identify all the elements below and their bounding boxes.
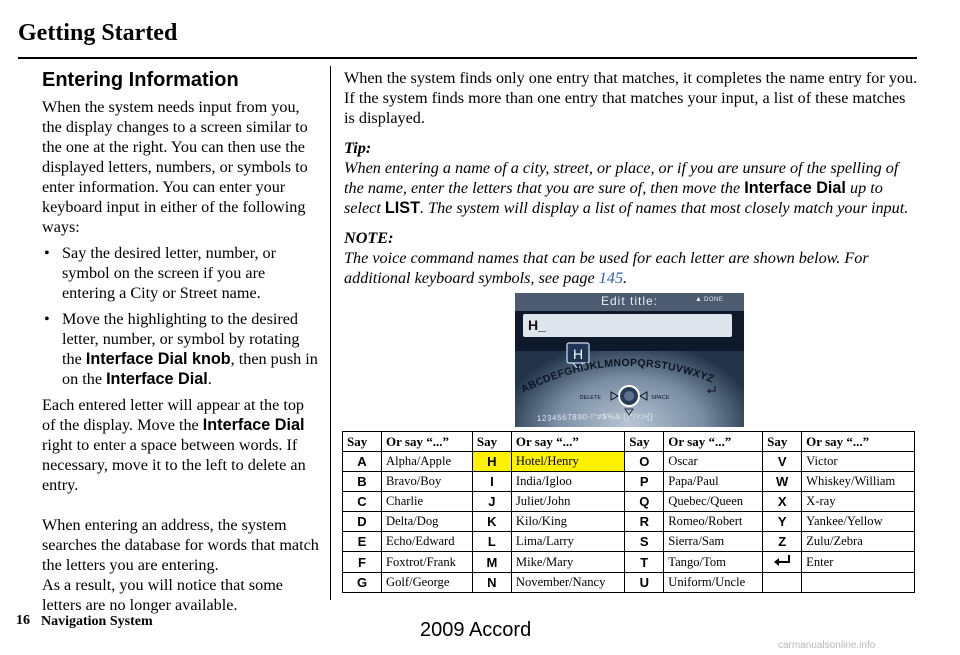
note-text-end: .: [623, 269, 628, 287]
enter-symbol-cell: [763, 552, 802, 573]
table-letter: D: [343, 512, 382, 532]
number-symbol-row: [537, 412, 654, 423]
table-letter: W: [763, 472, 802, 492]
enter-key-icon: [708, 386, 715, 393]
table-word: Lima/Larry: [511, 532, 624, 552]
table-letter-highlighted: H: [472, 452, 511, 472]
entry-text: H_: [528, 317, 546, 333]
screen-title: Edit title:: [601, 294, 659, 308]
note-text-pre: The voice command names that can be used for each letter are shown below. For additional keyboard symbols, see page: [344, 249, 869, 287]
table-letter: R: [625, 512, 664, 532]
table-word: Uniform/Uncle: [664, 573, 763, 593]
table-row: [343, 532, 915, 552]
table-word: Papa/Paul: [664, 472, 763, 492]
list-term: LIST: [384, 199, 420, 217]
table-word: Tango/Tom: [664, 552, 763, 573]
table-row: [343, 452, 915, 472]
bullet-icon: •: [44, 244, 50, 262]
interface-dial-knob-term: Interface Dial knob: [85, 350, 231, 368]
interface-dial-term: Interface Dial: [202, 416, 305, 434]
table-word: X-ray: [802, 492, 915, 512]
space-label: SPACE: [651, 395, 670, 401]
intro-paragraph: When the system needs input from you, the display changes to a screen similar to the one at the right. You can then use the displayed letters, numbers, or symbols to enter information. You can enter your keyboard input in either of the following ways:: [42, 98, 308, 236]
table-word: Charlie: [382, 492, 473, 512]
table-header: Say: [343, 432, 382, 452]
table-header: Or say “...”: [511, 432, 624, 452]
column-divider: [330, 66, 331, 600]
page-number: 16: [16, 613, 30, 628]
table-letter: Z: [763, 532, 802, 552]
table-letter: I: [472, 472, 511, 492]
table-letter: X: [763, 492, 802, 512]
table-letter: B: [343, 472, 382, 492]
selected-key-letter: H: [572, 346, 584, 362]
table-word: Enter: [802, 552, 915, 573]
table-letter: G: [343, 573, 382, 593]
table-word: Quebec/Queen: [664, 492, 763, 512]
delete-label: DELETE: [579, 395, 601, 401]
table-letter: E: [343, 532, 382, 552]
table-word: Victor: [802, 452, 915, 472]
table-word: November/Nancy: [511, 573, 624, 593]
table-word: Delta/Dog: [382, 512, 473, 532]
table-word: India/Igloo: [511, 472, 624, 492]
bullet-text-mid: , then push in on the: [62, 350, 318, 388]
table-word: Echo/Edward: [382, 532, 473, 552]
dial-center: [624, 391, 634, 401]
list-item: [42, 309, 320, 389]
table-word: Golf/George: [382, 573, 473, 593]
entry-paragraph: [42, 395, 320, 495]
table-letter: T: [625, 552, 664, 573]
address-paragraph-b: As a result, you will notice that some letters are no longer available.: [42, 576, 283, 614]
table-row: [343, 512, 915, 532]
table-header: Say: [472, 432, 511, 452]
table-letter: Q: [625, 492, 664, 512]
table-header: Or say “...”: [382, 432, 473, 452]
entry-paragraph-post: right to enter a space between words. If necessary, move it to the left to delete an entry.: [42, 436, 306, 494]
table-word-empty: [802, 573, 915, 593]
table-word: Foxtrot/Frank: [382, 552, 473, 573]
table-letter: J: [472, 492, 511, 512]
table-letter: U: [625, 573, 664, 593]
table-word: Sierra/Sam: [664, 532, 763, 552]
table-letter: K: [472, 512, 511, 532]
table-row: [343, 492, 915, 512]
table-row: [343, 573, 915, 593]
table-word-highlighted: Hotel/Henry: [511, 452, 624, 472]
table-row: [343, 552, 915, 573]
table-word: Alpha/Apple: [382, 452, 473, 472]
table-header: Or say “...”: [802, 432, 915, 452]
footer-watermark: carmanualsonline.info: [778, 640, 876, 651]
match-paragraph: When the system finds only one entry that matches, it completes the name entry for you. If the system finds more than one entry that matches your input, a list of these matches is displayed.: [344, 69, 918, 127]
keyboard-svg: [515, 293, 744, 427]
table-header: Or say “...”: [664, 432, 763, 452]
table-header-row: [343, 432, 915, 452]
input-methods-list: [42, 243, 320, 389]
table-header: Say: [625, 432, 664, 452]
list-item: [42, 243, 320, 303]
tip-paragraph: [344, 158, 918, 218]
bullet-text: Say the desired letter, number, or symbol on the screen if you are entering a City or Street name.: [62, 244, 277, 302]
table-word: Romeo/Robert: [664, 512, 763, 532]
tip-text-post: . The system will display a list of names that most closely match your input.: [419, 199, 909, 217]
table-word: Mike/Mary: [511, 552, 624, 573]
table-word: Kilo/King: [511, 512, 624, 532]
tip-label: Tip:: [344, 139, 372, 157]
letter-row-text: ABCDEFGHIJKLMNOPQRSTUVWXYZ: [519, 356, 716, 396]
done-button: DONE: [704, 297, 724, 303]
page-link[interactable]: 145: [598, 269, 624, 287]
footer-label: Navigation System: [41, 614, 153, 629]
table-word: Yankee/Yellow: [802, 512, 915, 532]
letter-row: [519, 357, 716, 396]
table-letter: V: [763, 452, 802, 472]
table-letter: A: [343, 452, 382, 472]
interface-dial-term: Interface Dial: [106, 370, 208, 388]
table-letter: S: [625, 532, 664, 552]
interface-dial-term: Interface Dial: [744, 179, 846, 197]
keyboard-screen-illustration: [515, 293, 744, 427]
table-letter: F: [343, 552, 382, 573]
table-word: Oscar: [664, 452, 763, 472]
tip-text-pre: When entering a name of a city, street, or place, or if you are unsure of the spelling of the name, enter the letters that you are sure of, then move the: [344, 159, 899, 197]
bullet-icon: •: [44, 310, 50, 328]
table-letter: N: [472, 573, 511, 593]
section-heading: Entering Information: [42, 69, 239, 91]
table-word: Bravo/Boy: [382, 472, 473, 492]
address-paragraph-a: When entering an address, the system searches the database for words that match the letters you are entering.: [42, 516, 319, 574]
table-word: Whiskey/William: [802, 472, 915, 492]
bullet-text-pre: Move the highlighting to the desired letter, number, or symbol by rotating the: [62, 310, 300, 368]
bullet-text-end: .: [207, 370, 212, 388]
table-letter: Y: [763, 512, 802, 532]
table-word: Juliet/John: [511, 492, 624, 512]
note-label: NOTE:: [344, 229, 394, 247]
footer-model: 2009 Accord: [420, 619, 532, 641]
up-arrow-icon: ▲: [695, 296, 702, 303]
header-rule: [18, 57, 917, 59]
number-row-text: 1234567890-!"#$%&'()*/<>{}: [536, 411, 654, 423]
table-letter: P: [625, 472, 664, 492]
note-paragraph: [344, 248, 918, 288]
tip-text-mid: up to select: [344, 179, 883, 217]
table-letter: L: [472, 532, 511, 552]
entry-paragraph-pre: Each entered letter will appear at the top of the display. Move the: [42, 396, 305, 434]
left-arrow-icon: [611, 392, 618, 400]
table-letter: O: [625, 452, 664, 472]
table-letter: M: [472, 552, 511, 573]
table-letter: C: [343, 492, 382, 512]
table-header: Say: [763, 432, 802, 452]
table-row: [343, 472, 915, 492]
table-word: Zulu/Zebra: [802, 532, 915, 552]
right-column: [344, 68, 918, 288]
enter-key-icon: [771, 554, 793, 567]
page-header-title: Getting Started: [18, 20, 178, 46]
phonetic-alphabet-table: [342, 431, 915, 593]
left-column: [42, 66, 320, 615]
right-arrow-icon: [640, 392, 647, 400]
table-letter-empty: [763, 573, 802, 593]
